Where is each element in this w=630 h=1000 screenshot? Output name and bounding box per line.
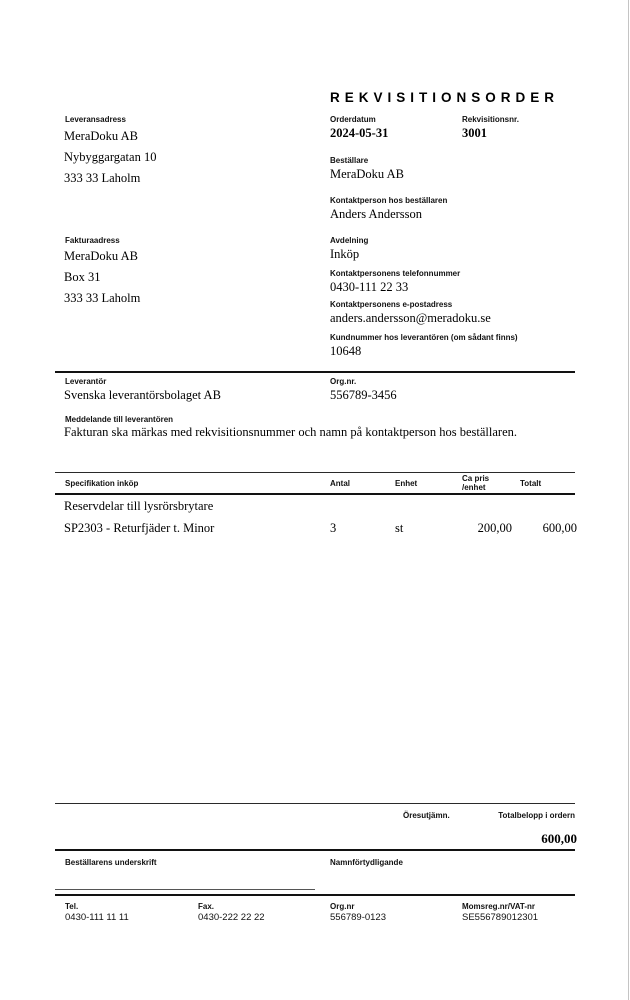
- footer-orgnr-label: Org.nr: [330, 902, 355, 911]
- contact-phone-value: 0430-111 22 33: [330, 280, 409, 294]
- table-header-unit-price-line2: /enhet: [462, 483, 486, 492]
- invoice-address-label: Fakturaadress: [65, 236, 120, 245]
- orderer-value: MeraDoku AB: [330, 167, 404, 181]
- footer-top-rule: [55, 894, 575, 896]
- footer-tel-label: Tel.: [65, 902, 79, 911]
- supplier-section-divider: [55, 371, 575, 373]
- message-to-supplier-label: Meddelande till leverantören: [65, 415, 174, 424]
- contact-person-label: Kontaktperson hos beställaren: [330, 196, 448, 205]
- message-to-supplier-text: Fakturan ska märkas med rekvisitionsnummer och namn på kontaktperson hos beställaren.: [64, 425, 518, 439]
- supplier-value: Svenska leverantörsbolaget AB: [64, 388, 221, 402]
- customer-number-label: Kundnummer hos leverantören (om sådant finns): [330, 333, 518, 342]
- delivery-line: 333 33 Laholm: [64, 171, 141, 185]
- table-header-unit: Enhet: [395, 479, 418, 488]
- table-header-total: Totalt: [520, 479, 542, 488]
- signature-label: Beställarens underskrift: [65, 858, 157, 867]
- invoice-line: MeraDoku AB: [64, 249, 138, 263]
- rounding-label: Öresutjämn.: [403, 811, 450, 820]
- requisition-number-value: 3001: [462, 126, 487, 140]
- invoice-line: Box 31: [64, 270, 101, 284]
- department-value: Inköp: [330, 247, 360, 261]
- order-total-label: Totalbelopp i ordern: [498, 811, 575, 820]
- footer-vat-value: SE556789012301: [462, 912, 539, 923]
- item-specification: Reservdelar till lysrörsbrytare: [64, 499, 214, 513]
- item-unit: st: [395, 521, 404, 535]
- delivery-line: MeraDoku AB: [64, 129, 138, 143]
- delivery-address-block: [64, 126, 156, 189]
- orderer-label: Beställare: [330, 156, 369, 165]
- totals-top-rule: [55, 803, 575, 804]
- delivery-line: Nybyggargatan 10: [64, 150, 157, 164]
- item-specification: SP2303 - Returfjäder t. Minor: [64, 521, 215, 535]
- contact-phone-label: Kontaktpersonens telefonnummer: [330, 269, 461, 278]
- footer-tel-value: 0430-111 11 11: [65, 912, 129, 923]
- footer-fax-value: 0430-222 22 22: [198, 912, 265, 923]
- orderdate-value: 2024-05-31: [330, 126, 389, 140]
- page-title: REKVISITIONSORDER: [330, 90, 560, 105]
- page-edge-divider: [628, 0, 629, 1000]
- supplier-orgnr-value: 556789-3456: [330, 388, 397, 402]
- customer-number-value: 10648: [330, 344, 362, 358]
- contact-email-value: anders.andersson@meradoku.se: [330, 311, 491, 325]
- order-total-value: 600,00: [541, 831, 577, 846]
- item-total: 600,00: [542, 521, 577, 535]
- table-header-specification: Specifikation inköp: [65, 479, 139, 488]
- table-header-bottom-rule: [55, 493, 575, 495]
- supplier-orgnr-label: Org.nr.: [330, 377, 357, 386]
- footer-vat-label: Momsreg.nr/VAT-nr: [462, 902, 536, 911]
- totals-bottom-rule: [55, 849, 575, 851]
- delivery-address-label: Leveransadress: [65, 115, 126, 124]
- department-label: Avdelning: [330, 236, 369, 245]
- table-header-unit-price-line1: Ca pris: [462, 474, 490, 483]
- footer-fax-label: Fax.: [198, 902, 215, 911]
- requisition-number-label: Rekvisitionsnr.: [462, 115, 519, 124]
- item-unit-price: 200,00: [477, 521, 512, 535]
- signature-line: [55, 889, 315, 890]
- orderdate-label: Orderdatum: [330, 115, 376, 124]
- invoice-line: 333 33 Laholm: [64, 291, 141, 305]
- contact-email-label: Kontaktpersonens e-postadress: [330, 300, 453, 309]
- contact-person-value: Anders Andersson: [330, 207, 423, 221]
- table-top-rule: [55, 472, 575, 473]
- footer-orgnr-value: 556789-0123: [330, 912, 386, 923]
- table-header-quantity: Antal: [330, 479, 350, 488]
- item-quantity: 3: [330, 521, 337, 535]
- invoice-address-block: [64, 246, 140, 309]
- supplier-label: Leverantör: [65, 377, 107, 386]
- name-clarification-label: Namnförtydligande: [330, 858, 403, 867]
